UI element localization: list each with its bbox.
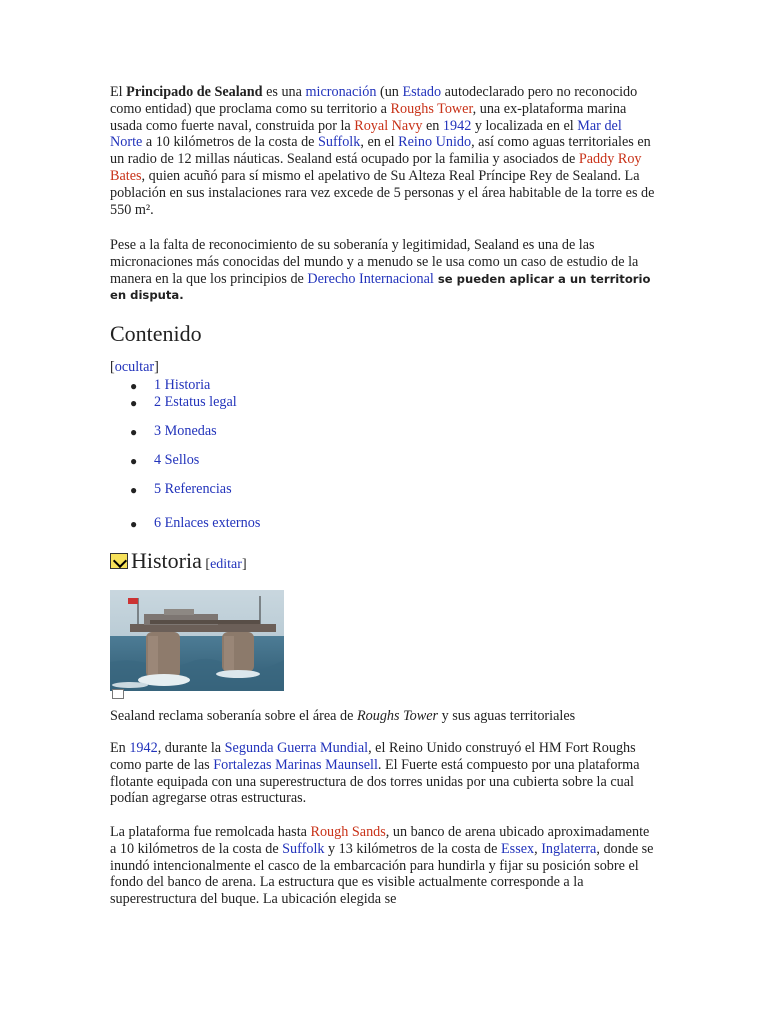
para-text: y 13 kilómetros de la costa de bbox=[324, 840, 501, 857]
link-1942[interactable]: 1942 bbox=[129, 740, 158, 756]
bullet-icon: ● bbox=[130, 425, 138, 439]
bullet-icon: ● bbox=[130, 396, 138, 410]
article-title-bold: Principado de Sealand bbox=[126, 84, 263, 100]
toc-link-estatus-legal[interactable]: 2 Estatus legal bbox=[154, 394, 237, 410]
para-text: , el Reino Unido construyó el HM Fort Roughs como parte de las bbox=[110, 740, 636, 773]
link-segunda-guerra-mundial[interactable]: Segunda Guerra Mundial bbox=[224, 740, 369, 756]
link-essex[interactable]: Essex bbox=[501, 840, 535, 857]
enlarge-icon[interactable] bbox=[112, 689, 124, 699]
edit-pencil-icon bbox=[110, 553, 128, 569]
bracket: [ bbox=[110, 359, 115, 375]
intro-text: y localizada en el bbox=[471, 117, 578, 134]
bracket: ] bbox=[241, 557, 247, 572]
caption-italic: Roughs Tower bbox=[356, 708, 439, 724]
intro-text: El bbox=[110, 84, 127, 100]
intro-paragraph bbox=[110, 84, 656, 218]
bullet-icon: ● bbox=[130, 379, 138, 393]
toc-link-enlaces-externos[interactable]: 6 Enlaces externos bbox=[154, 515, 261, 531]
toc-link-referencias[interactable]: 5 Referencias bbox=[154, 481, 232, 497]
intro-text: autodeclarado pero no reconocido como entidad) que proclama como su territorio a bbox=[110, 84, 638, 117]
historia-paragraph-1 bbox=[110, 740, 656, 807]
edit-section-link[interactable]: editar bbox=[210, 557, 242, 572]
second-paragraph bbox=[110, 237, 656, 304]
link-derecho-internacional[interactable]: Derecho Internacional bbox=[307, 270, 434, 287]
para-text: , donde se inundó intencionalmente el casco de la embarcación para hundirla y fijar su posición sobre el fondo del banco de arena. La estructura que es visible actualmente corresponde a la superestructura del buque. La ubicación elegida se bbox=[110, 840, 654, 908]
intro-text: , en el bbox=[360, 134, 399, 151]
intro-text: , así como aguas territoriales en un radio de 12 millas náuticas. Sealand está ocupado por la familia y asociados de bbox=[110, 134, 651, 168]
link-roughs-tower[interactable]: Roughs Tower bbox=[390, 100, 473, 117]
toc-link-historia[interactable]: 1 Historia bbox=[154, 377, 211, 393]
link-fortalezas-maunsell[interactable]: Fortalezas Marinas Maunsell bbox=[213, 756, 378, 773]
link-1942[interactable]: 1942 bbox=[442, 117, 472, 134]
link-estado[interactable]: Estado bbox=[402, 84, 442, 100]
intro-text: , una ex-plataforma marina usada como fuerte naval, construida por la bbox=[110, 100, 627, 134]
toc-heading: Contenido bbox=[110, 321, 202, 346]
historia-heading-text: Historia bbox=[131, 548, 202, 573]
bracket: ] bbox=[154, 359, 159, 375]
para-text: , durante la bbox=[157, 740, 225, 756]
link-micronacion[interactable]: micronación bbox=[305, 84, 377, 100]
bullet-icon: ● bbox=[130, 454, 138, 468]
toc-toggle-wrapper bbox=[110, 359, 159, 376]
link-suffolk[interactable]: Suffolk bbox=[282, 840, 325, 857]
para-text: , bbox=[534, 840, 542, 857]
para-text: La plataforma fue remolcada hasta bbox=[110, 824, 311, 840]
bullet-icon: ● bbox=[130, 483, 138, 497]
historia-paragraph-2 bbox=[110, 824, 656, 908]
link-rough-sands[interactable]: Rough Sands bbox=[310, 824, 386, 840]
caption-text: y sus aguas territoriales bbox=[438, 708, 576, 724]
intro-text: , quien acuñó para sí mismo el apelativo de Su Alteza Real Príncipe Rey de Sealand. La población en sus instalaciones rara vez excede de 5 personas y el área habitable de la torre es de 550 m². bbox=[110, 167, 655, 218]
intro-text: en bbox=[422, 117, 443, 134]
bracket: [ bbox=[201, 557, 211, 572]
para-text: , un banco de arena ubicado aproximadamente a 10 kilómetros de la costa de bbox=[110, 824, 650, 857]
intro-text: a 10 kilómetros de la costa de bbox=[142, 134, 319, 151]
para-text-sans: se pueden aplicar a un territorio en disputa. bbox=[110, 271, 651, 303]
toc-hide-link[interactable]: ocultar bbox=[114, 359, 155, 375]
caption-text: Sealand reclama soberanía sobre el área de bbox=[110, 708, 357, 724]
para-text: Pese a la falta de reconocimiento de su soberanía y legitimidad, Sealand es una de las micronaciones más conocidas del mundo y a menudo se le usa como un caso de estudio de la manera en la que los principios de bbox=[110, 237, 639, 287]
bullet-icon: ● bbox=[130, 517, 138, 531]
link-royal-navy[interactable]: Royal Navy bbox=[354, 117, 423, 134]
link-mar-del-norte[interactable]: Mar del Norte bbox=[110, 117, 622, 151]
para-text: En bbox=[110, 740, 130, 756]
historia-heading bbox=[110, 548, 247, 574]
sealand-platform-image bbox=[110, 590, 284, 691]
link-inglaterra[interactable]: Inglaterra bbox=[541, 840, 597, 857]
intro-text: (un bbox=[376, 84, 403, 100]
image-caption bbox=[110, 708, 575, 725]
edit-section bbox=[202, 557, 247, 572]
link-reino-unido[interactable]: Reino Unido bbox=[398, 134, 472, 151]
toc-link-monedas[interactable]: 3 Monedas bbox=[154, 423, 217, 439]
sealand-photo[interactable] bbox=[110, 590, 284, 691]
link-paddy-roy-bates[interactable]: Paddy Roy Bates bbox=[110, 151, 642, 184]
toc-link-sellos[interactable]: 4 Sellos bbox=[154, 452, 200, 468]
para-text: . El Fuerte está compuesto por una plataforma flotante equipada con una superestructura de dos torres unidas por una cubierta sobre la cual podían agregarse otras estructuras. bbox=[110, 756, 640, 807]
link-suffolk[interactable]: Suffolk bbox=[318, 134, 361, 151]
intro-text: es una bbox=[262, 84, 306, 100]
